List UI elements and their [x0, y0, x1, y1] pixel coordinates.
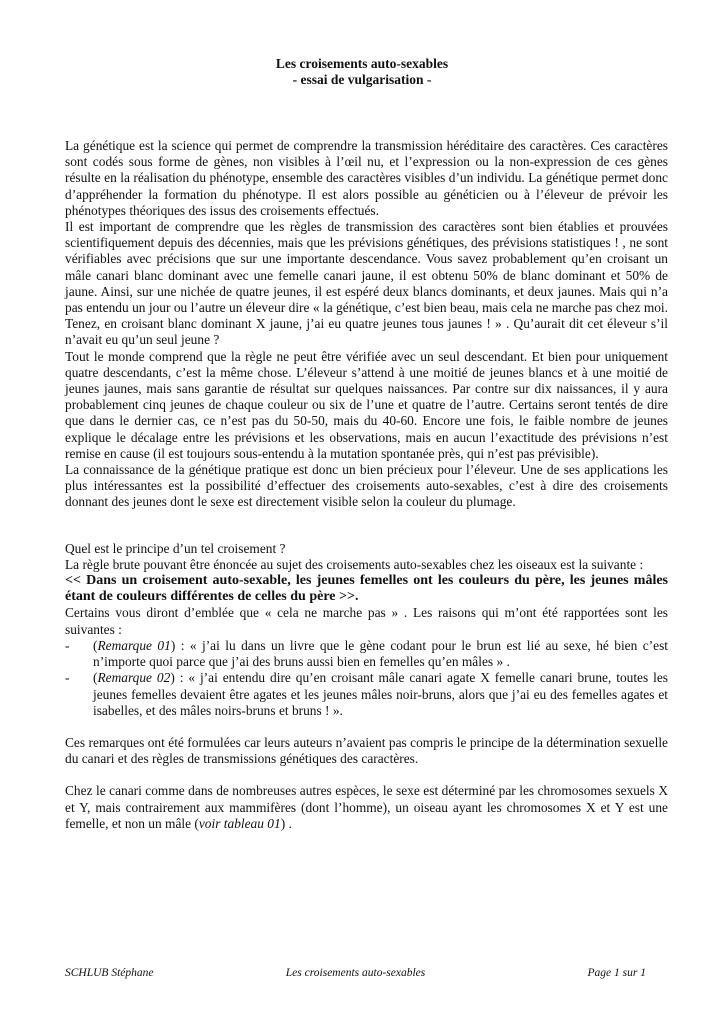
footer-page-number: Page 1 sur 1 [587, 967, 646, 979]
footer-author: SCHLUB Stéphane [65, 967, 154, 979]
document-body [65, 138, 668, 832]
document-title [0, 56, 724, 88]
remarks-list [65, 638, 668, 719]
paragraph-descendants: Tout le monde comprend que la règle ne peut être vérifiée avec un seul descendant. Et bien pour uniquement quatre descendants, c’est la même chose. L’éleveur s’attend à une moitié de jeunes blancs et à une moitié de jeunes jaunes, mais sans garantie de résultat sur quelques naissances. Par contre sur dix naissances, il y aura probablement cinq jeunes de chaque couleur ou six de l’une et quatre de l’autre. Certains seront tentés de dire que dans le dernier cas, ce n’est pas du 50-50, mais du 40-60. Encore une fois, le faible nombre de jeunes explique le décalage entre les prévisions et les observations, mais en aucun l’exactitude des prévisions n’est remise en cause (il est toujours sous-entendu à la mutation spontanée près, qui n’est pas prévisible). [65, 348, 668, 461]
list-item-remark-1: - (Remarque 01) : « j’ai lu dans un livre que le gène codant pour le brun est lié au sexe, hé bien c’est n’importe quoi parce que j’ai des bruns aussi bien en femelles qu’en mâles » . [65, 637, 669, 670]
paragraph-objections-intro: Certains vous diront d’emblée que « cela ne marche pas » . Les raisons qui m’ont été rapportées sont les suivantes : [65, 605, 668, 637]
paragraph-rule-statement: << Dans un croisement auto-sexable, les jeunes femelles ont les couleurs du père, les jeunes mâles étant de couleurs différentes de celles du père >>. [65, 573, 668, 605]
remark-label: Remarque 02 [97, 670, 171, 686]
title-line-1: Les croisements auto-sexables [275, 56, 449, 71]
list-dash: - [65, 637, 70, 653]
title-line-2: - essai de vulgarisation - [292, 72, 432, 87]
paragraph-statistics: Il est important de comprendre que les règles de transmission des caractères sont bien établies et prouvées scientifiquement depuis des décennies, mais que les prévisions génétiques, des prévisions statistiques ! , ne sont vérifiables avec précisions que sur une importante descendance. Vous savez probablement qu’en croisant un mâle canari blanc dominant avec une femelle canari jaune, il est obtenu 50% de blanc dominant et 50% de jaune. Ainsi, sur une nichée de quatre jeunes, il est espéré deux blancs dominants, et deux jaunes. Mais qui n’a pas entendu un jour ou l’autre un éleveur dire « la génétique, c’est bien beau, mais cela ne marche pas chez moi. Tenez, en croisant blanc dominant X jaune, j’ai eu quatre jeunes tous jaunes ! » . Qu’aurait dit cet éleveur s’il n’avait eu qu’un seul jeune ? [65, 219, 668, 348]
paragraph-auto-sexable-intro: La connaissance de la génétique pratique est donc un bien précieux pour l’éleveur. Une de ses applications les plus intéressantes est la possibilité d’effectuer des croisements auto-sexables, c’est à dire des croisements donnant des jeunes dont le sexe est directement visible selon la couleur du plumage. [65, 462, 668, 510]
list-item-remark-2: - (Remarque 02) : « j’ai entendu dire qu’en croisant mâle canari agate X femelle canari brune, toutes les jeunes femelles devaient être agates et les jeunes mâles noir-bruns, alors que j’ai eu des femelles agates et isabelles, et des mâles noirs-bruns et bruns ! ». [65, 670, 669, 718]
paragraph-chromosomes: Chez le canari comme dans de nombreuses autres espèces, le sexe est déterminé par les chromosomes sexuels X et Y, mais contrairement aux mammifères (dont l’homme), un oiseau ayant les chromosomes X et Y est une femelle, et non un mâle (voir tableau 01) . [65, 783, 668, 831]
table-reference: voir tableau 01 [198, 815, 281, 831]
paragraph-principle-question: Quel est le principe d’un tel croisement ? [65, 540, 286, 556]
paragraph-genetics-intro: La génétique est la science qui permet de comprendre la transmission héréditaire des caractères. Ces caractères sont codés sous forme de gènes, non visibles à l’œil nu, et l’expression ou la non-expression de ces gènes résulte en la réalisation du phénotype, ensemble des caractères visibles d’un individu. La génétique permet donc d’appréhender la formation du phénotype. Il est alors possible au généticien ou à l’éleveur de prévoir les phénotypes théoriques des issus des croisements effectués. [65, 138, 668, 218]
footer-document-title: Les croisements auto-sexables [285, 967, 426, 979]
list-dash: - [65, 670, 70, 686]
paragraph-rule-intro: La règle brute pouvant être énoncée au sujet des croisements auto-sexables chez les oiseaux est la suivante : [65, 556, 644, 572]
remark-text: « j’ai entendu dire qu’en croisant mâle canari agate X femelle canari brune, toutes les jeunes femelles devaient être agates et les jeunes mâles noir-bruns, alors que j’ai eu des femelles agates et isabelles, et des mâles noirs-bruns et bruns ! ». [93, 670, 669, 718]
paragraph-remarks-explanation: Ces remarques ont été formulées car leurs auteurs n’avaient pas compris le principe de la détermination sexuelle du canari et des règles de transmissions génétiques des caractères. [65, 734, 668, 767]
remark-text: « j’ai lu dans un livre que le gène codant pour le brun est lié au sexe, hé bien c’est n’importe quoi parce que j’ai des bruns aussi bien en femelles qu’en mâles » . [93, 637, 669, 670]
remark-label: Remarque 01 [97, 637, 171, 653]
